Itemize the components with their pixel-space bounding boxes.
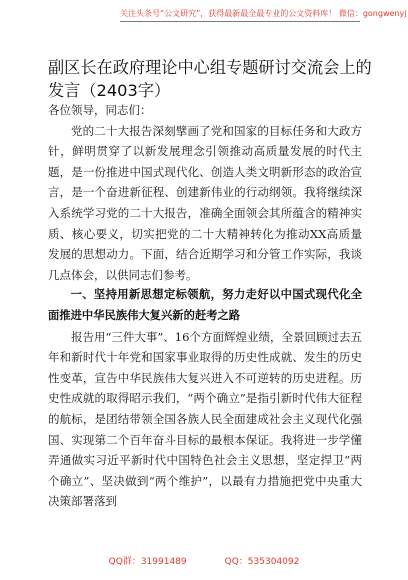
salutation: 各位领导，同志们： bbox=[48, 103, 152, 117]
section-heading-1: 一、坚持用新思想定标领航，努力走好以中国式现代化全面推进中华民族伟大复兴新的赶考之路 bbox=[48, 288, 362, 322]
footer-qq-group: QQ群：31991489 bbox=[108, 557, 187, 567]
header-notice: 关注头条号“公文研究”，获得最新最全最专业的公文资料库！ 微信：gongwenyj bbox=[120, 8, 360, 22]
document-body bbox=[48, 100, 362, 512]
paragraph-intro: 党的二十大报告深刻擘画了党和国家的目标任务和大政方针，鲜明贯穿了以新发展理念引领推动高质量发展的时代主题，是一份推进中国式现代化、创造人类文明新形态的政治宣言，是一个奋进新征程、创建新伟业的行动纲领。我将继续深入系统学习党的二十大报告，准确全面领会其所蕴含的精神实质、核心要义，切实把党的二十大精神转化为推动XX高质量发展的思想动力。下面，结合近期学习和分管工作实际，我谈几点体会，以供同志们参考。 bbox=[48, 123, 362, 282]
document-title: 副区长在政府理论中心组专题研讨交流会上的发言（2403字） bbox=[48, 58, 372, 100]
paragraph-section-1: 报告用“三件大事”、16个方面辉煌业绩，全景回顾过去五年和新时代十年党和国家事业取得的历史性成就、发生的历史性变革，宣告中华民族伟大复兴进入不可逆转的历史进程。历史性成就的取得昭示我们，“两个确立”是指引新时代伟大征程的航标，是团结带领全国各族人民全面建成社会主义现代化强国、实现第二个百年奋斗目标的最根本保证。我将进一步学懂弄通做实习近平新时代中国特色社会主义思想，坚定捍卫“两个确立”、坚决做到“两个维护”，以最有力措施把党中央重大决策部署落到 bbox=[48, 329, 362, 509]
footer-qq: QQ：535304092 bbox=[224, 557, 300, 567]
footer-contact bbox=[0, 556, 408, 568]
